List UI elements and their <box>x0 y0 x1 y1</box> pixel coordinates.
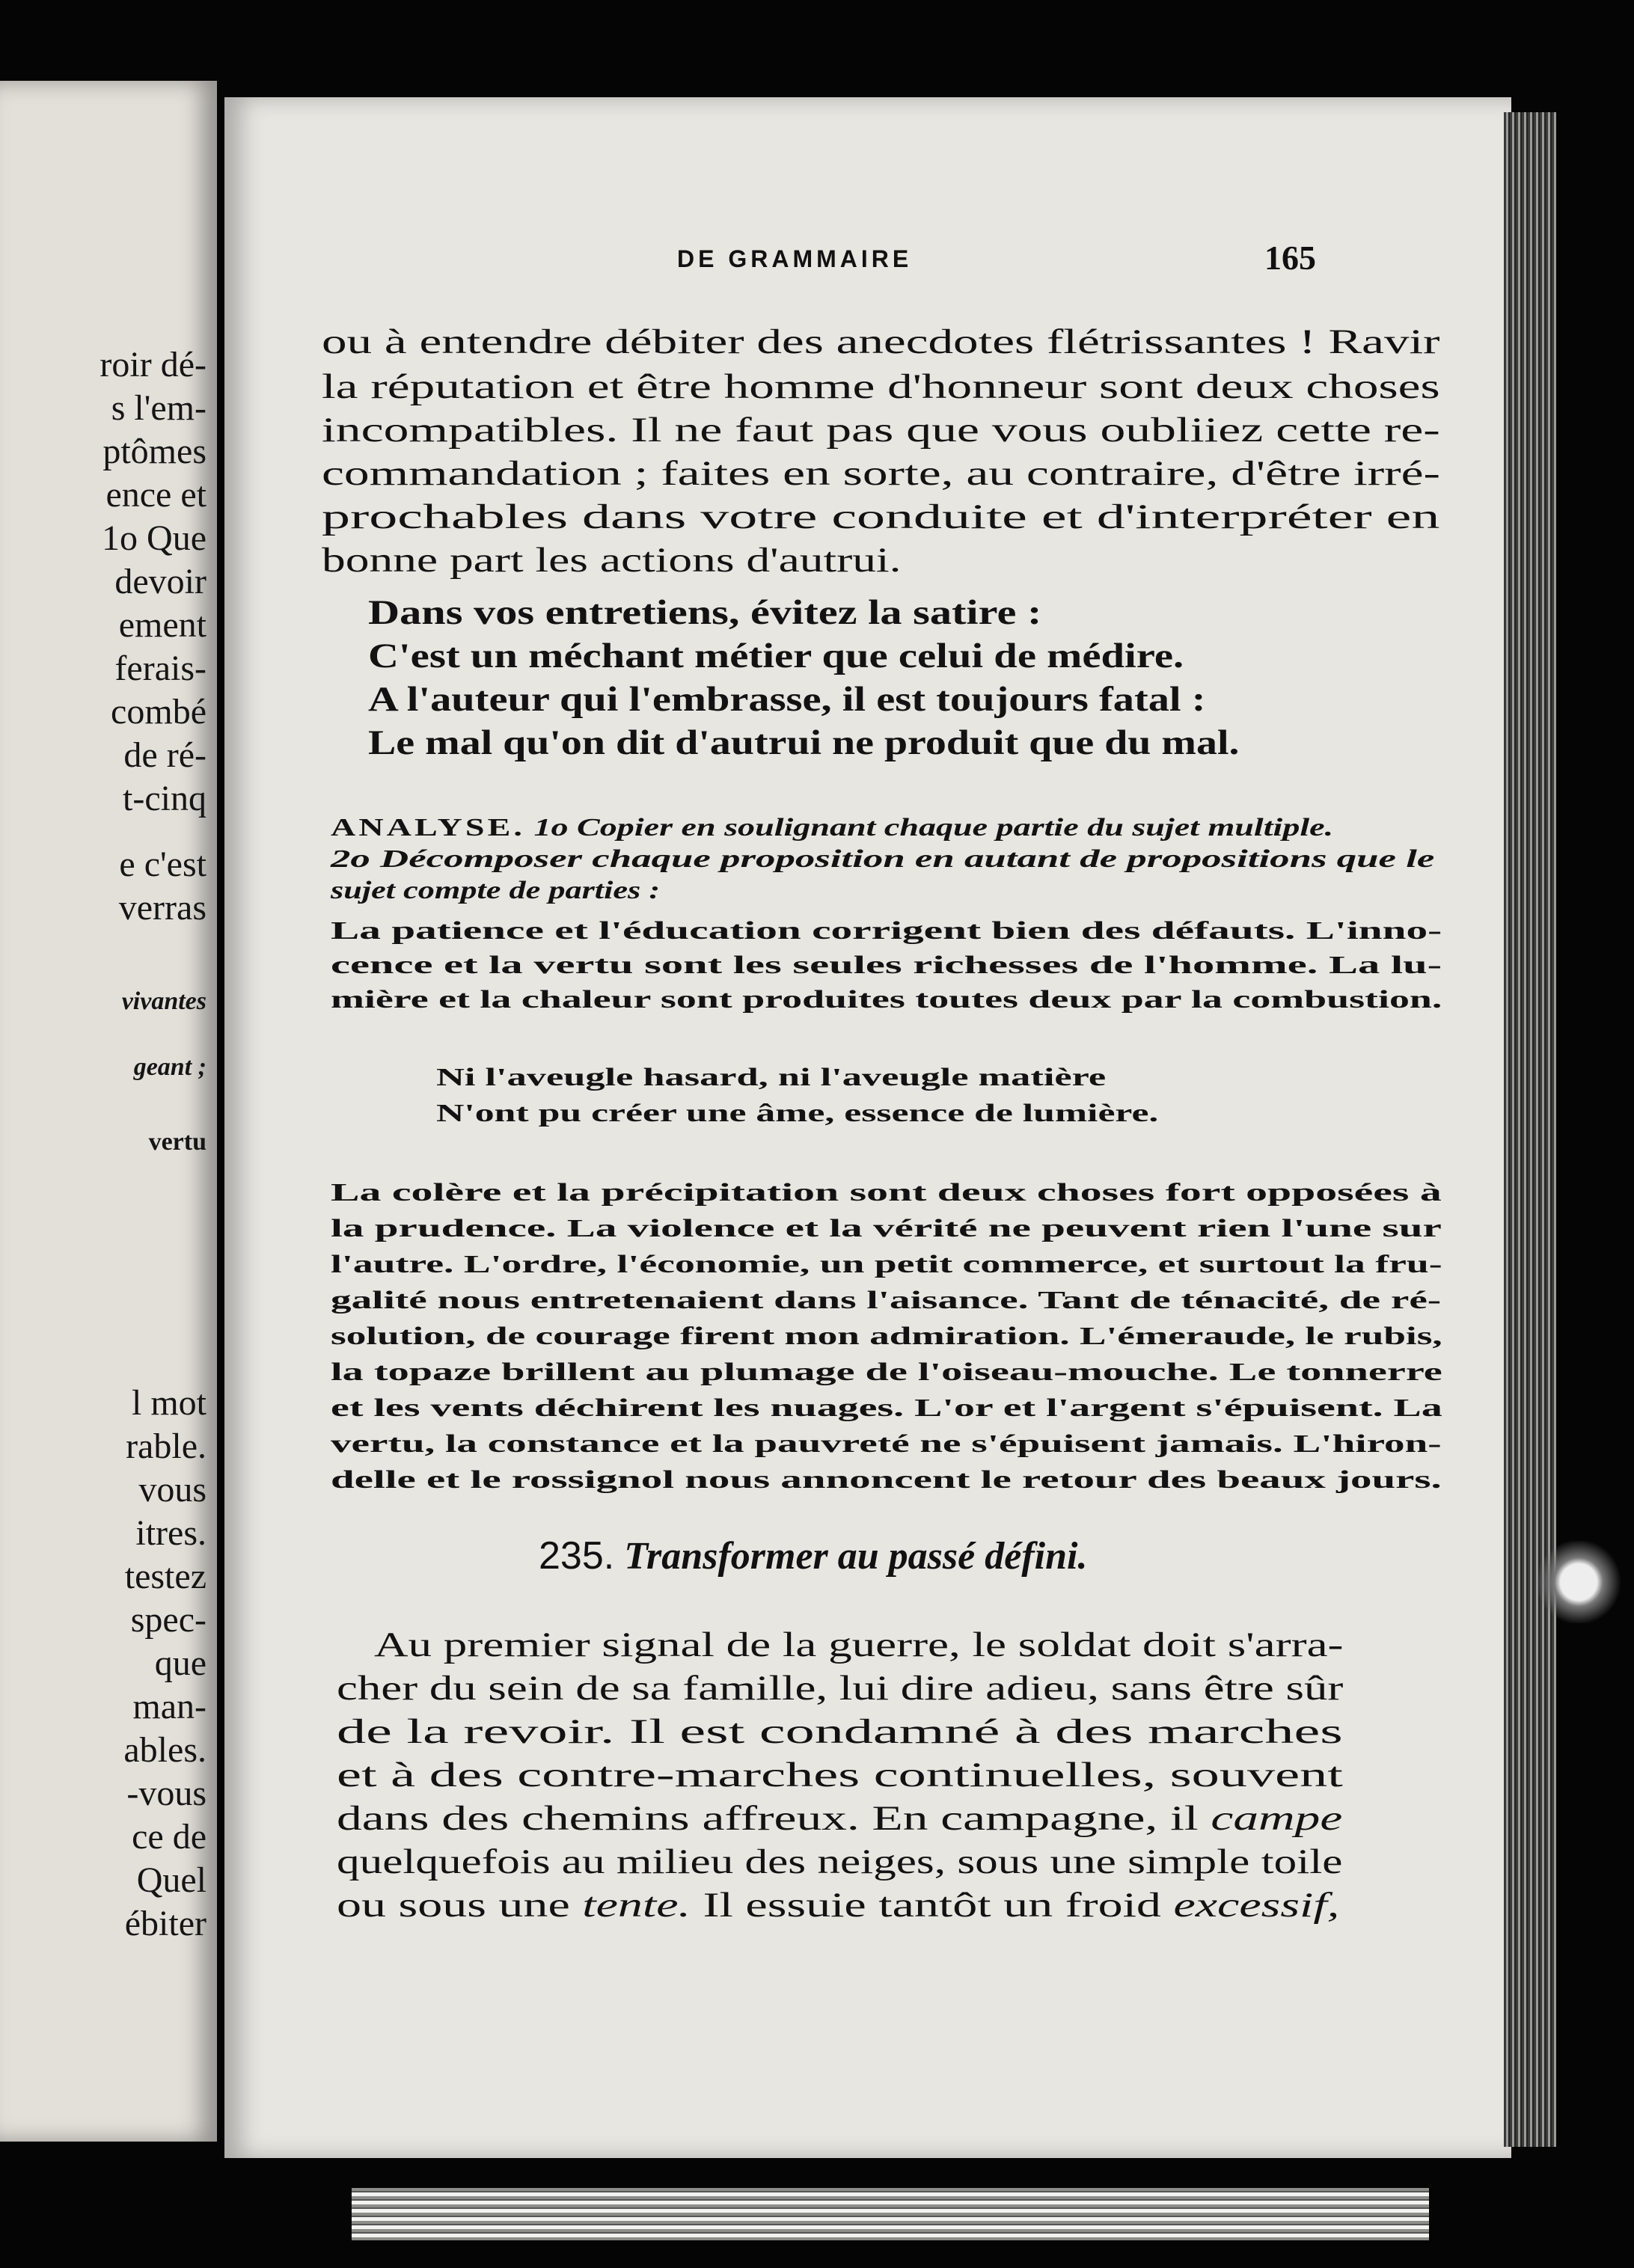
left-line: ferais- <box>114 649 206 688</box>
left-line: Quel <box>136 1860 206 1900</box>
verse-line: Ni l'aveugle hasard, ni l'aveugle matière <box>436 1064 1107 1091</box>
paragraph-line <box>337 1798 1342 1839</box>
left-line: de ré- <box>123 735 206 775</box>
left-line: s l'em- <box>111 388 206 428</box>
italic-word: tente. <box>582 1886 691 1925</box>
line-text: ou sous une <box>337 1886 570 1925</box>
analyse-sentence-line: La patience et l'éducation corrigent bien des défauts. L'inno- <box>331 917 1442 945</box>
left-line: ce de <box>132 1817 206 1857</box>
left-line: e c'est <box>119 845 206 884</box>
left-line: man- <box>132 1687 206 1726</box>
paragraph-line <box>337 1885 1339 1925</box>
left-page-fragment <box>0 81 217 2142</box>
running-head: DE GRAMMAIRE <box>677 245 913 272</box>
page-number: 165 <box>1264 239 1316 277</box>
exercise-number: 235. <box>539 1534 615 1578</box>
paragraph-line: galité nous entretenaient dans l'aisance. Tant de ténacité, de ré- <box>331 1287 1442 1314</box>
left-line: 1o Que <box>102 518 206 558</box>
verse-line: A l'auteur qui l'embrasse, il est toujours fatal : <box>368 680 1206 719</box>
analyse-label: ANALYSE. <box>331 814 525 842</box>
paragraph-line: bonne part les actions d'autrui. <box>322 541 902 580</box>
paragraph-line: la prudence. La violence et la vérité ne peuvent rien l'une sur <box>331 1215 1442 1242</box>
left-line: ébiter <box>124 1904 206 1943</box>
analyse-instruction-text: 1o Copier en soulignant chaque partie du sujet multiple. <box>533 814 1334 842</box>
paragraph-line: incompatibles. Il ne faut pas que vous oubliiez cette re- <box>322 411 1440 450</box>
paragraph-line: la réputation et être homme d'honneur sont deux choses <box>322 367 1440 406</box>
verse-line: Dans vos entretiens, évitez la satire : <box>368 593 1042 632</box>
left-line: t-cinq <box>123 779 206 818</box>
verse-line: N'ont pu créer une âme, essence de lumière. <box>436 1100 1159 1127</box>
paragraph-line: quelquefois au milieu des neiges, sous une simple toile <box>337 1842 1343 1881</box>
line-text: Il essuie tantôt un froid <box>703 1886 1161 1925</box>
left-line: ement <box>118 605 206 645</box>
analyse-sentence-line: mière et la chaleur sont produites toutes deux par la combustion. <box>331 986 1442 1014</box>
page-edge-stack <box>1504 112 1556 2147</box>
analyse-sentence-line: cence et la vertu sont les seules richesses de l'homme. La lu- <box>331 951 1442 979</box>
left-line: roir dé- <box>100 345 206 384</box>
analyse-instruction <box>331 814 1333 842</box>
left-line: l mot <box>131 1383 206 1423</box>
left-line: spec- <box>130 1600 206 1640</box>
paragraph-line: l'autre. L'ordre, l'économie, un petit commerce, et surtout la fru- <box>331 1251 1442 1278</box>
scan-artifact <box>1534 1541 1624 1623</box>
line-text: dans des chemins affreux. En campagne, il <box>337 1799 1199 1838</box>
left-line: -vous <box>126 1774 206 1813</box>
paragraph-line: la topaze brillent au plumage de l'oiseau-mouche. Le tonnerre <box>331 1358 1442 1386</box>
italic-word: excessif, <box>1173 1886 1340 1925</box>
left-line: devoir <box>114 562 206 601</box>
left-line: vous <box>138 1470 206 1510</box>
paragraph-line: cher du sein de sa famille, lui dire adieu, sans être sûr <box>337 1669 1344 1708</box>
paragraph-line: delle et le rossignol nous annoncent le retour des beaux jours. <box>331 1466 1442 1494</box>
left-line: testez <box>124 1557 206 1596</box>
left-line: que <box>154 1643 206 1683</box>
paragraph-line: vertu, la constance et la pauvreté ne s'épuisent jamais. L'hiron- <box>331 1430 1442 1458</box>
left-line: itres. <box>135 1513 206 1553</box>
verse-line: Le mal qu'on dit d'autrui ne produit que du mal. <box>368 723 1240 762</box>
left-line: vertu <box>148 1128 206 1156</box>
exercise-heading <box>539 1533 1087 1578</box>
italic-word: campe <box>1211 1799 1343 1838</box>
paragraph-line: ou à entendre débiter des anecdotes flétrissantes ! Ravir <box>322 322 1440 361</box>
left-line: verras <box>118 888 206 928</box>
left-line: combé <box>111 692 206 732</box>
left-line: geant ; <box>133 1053 206 1081</box>
left-line: rable. <box>126 1426 206 1466</box>
analyse-instruction: sujet compte de parties : <box>331 877 661 904</box>
left-line: ptômes <box>102 432 206 471</box>
paragraph-line: de la revoir. Il est condamné à des marches <box>337 1712 1343 1751</box>
left-line: vivantes <box>121 987 206 1015</box>
verse-line: C'est un méchant métier que celui de médire. <box>368 637 1184 675</box>
paragraph-line: et les vents déchirent les nuages. L'or et l'argent s'épuisent. La <box>331 1394 1442 1422</box>
paragraph-line: commandation ; faites en sorte, au contraire, d'être irré- <box>322 454 1441 493</box>
main-page <box>224 97 1511 2158</box>
analyse-instruction: 2o Décomposer chaque proposition en autant de propositions que le <box>331 845 1435 873</box>
left-line: ables. <box>123 1730 206 1770</box>
paragraph-line: et à des contre-marches continuelles, souvent <box>337 1756 1343 1795</box>
left-line: ence et <box>105 475 206 515</box>
paragraph-line: solution, de courage firent mon admiration. L'émeraude, le rubis, <box>331 1323 1442 1350</box>
paragraph-line: Au premier signal de la guerre, le soldat doit s'arra- <box>374 1625 1344 1664</box>
paragraph-line: prochables dans votre conduite et d'interpréter en <box>322 497 1440 536</box>
exercise-title: Transformer au passé défini. <box>624 1535 1088 1578</box>
paragraph-line: La colère et la précipitation sont deux choses fort opposées à <box>331 1179 1442 1207</box>
page-bottom-edge <box>352 2188 1429 2240</box>
